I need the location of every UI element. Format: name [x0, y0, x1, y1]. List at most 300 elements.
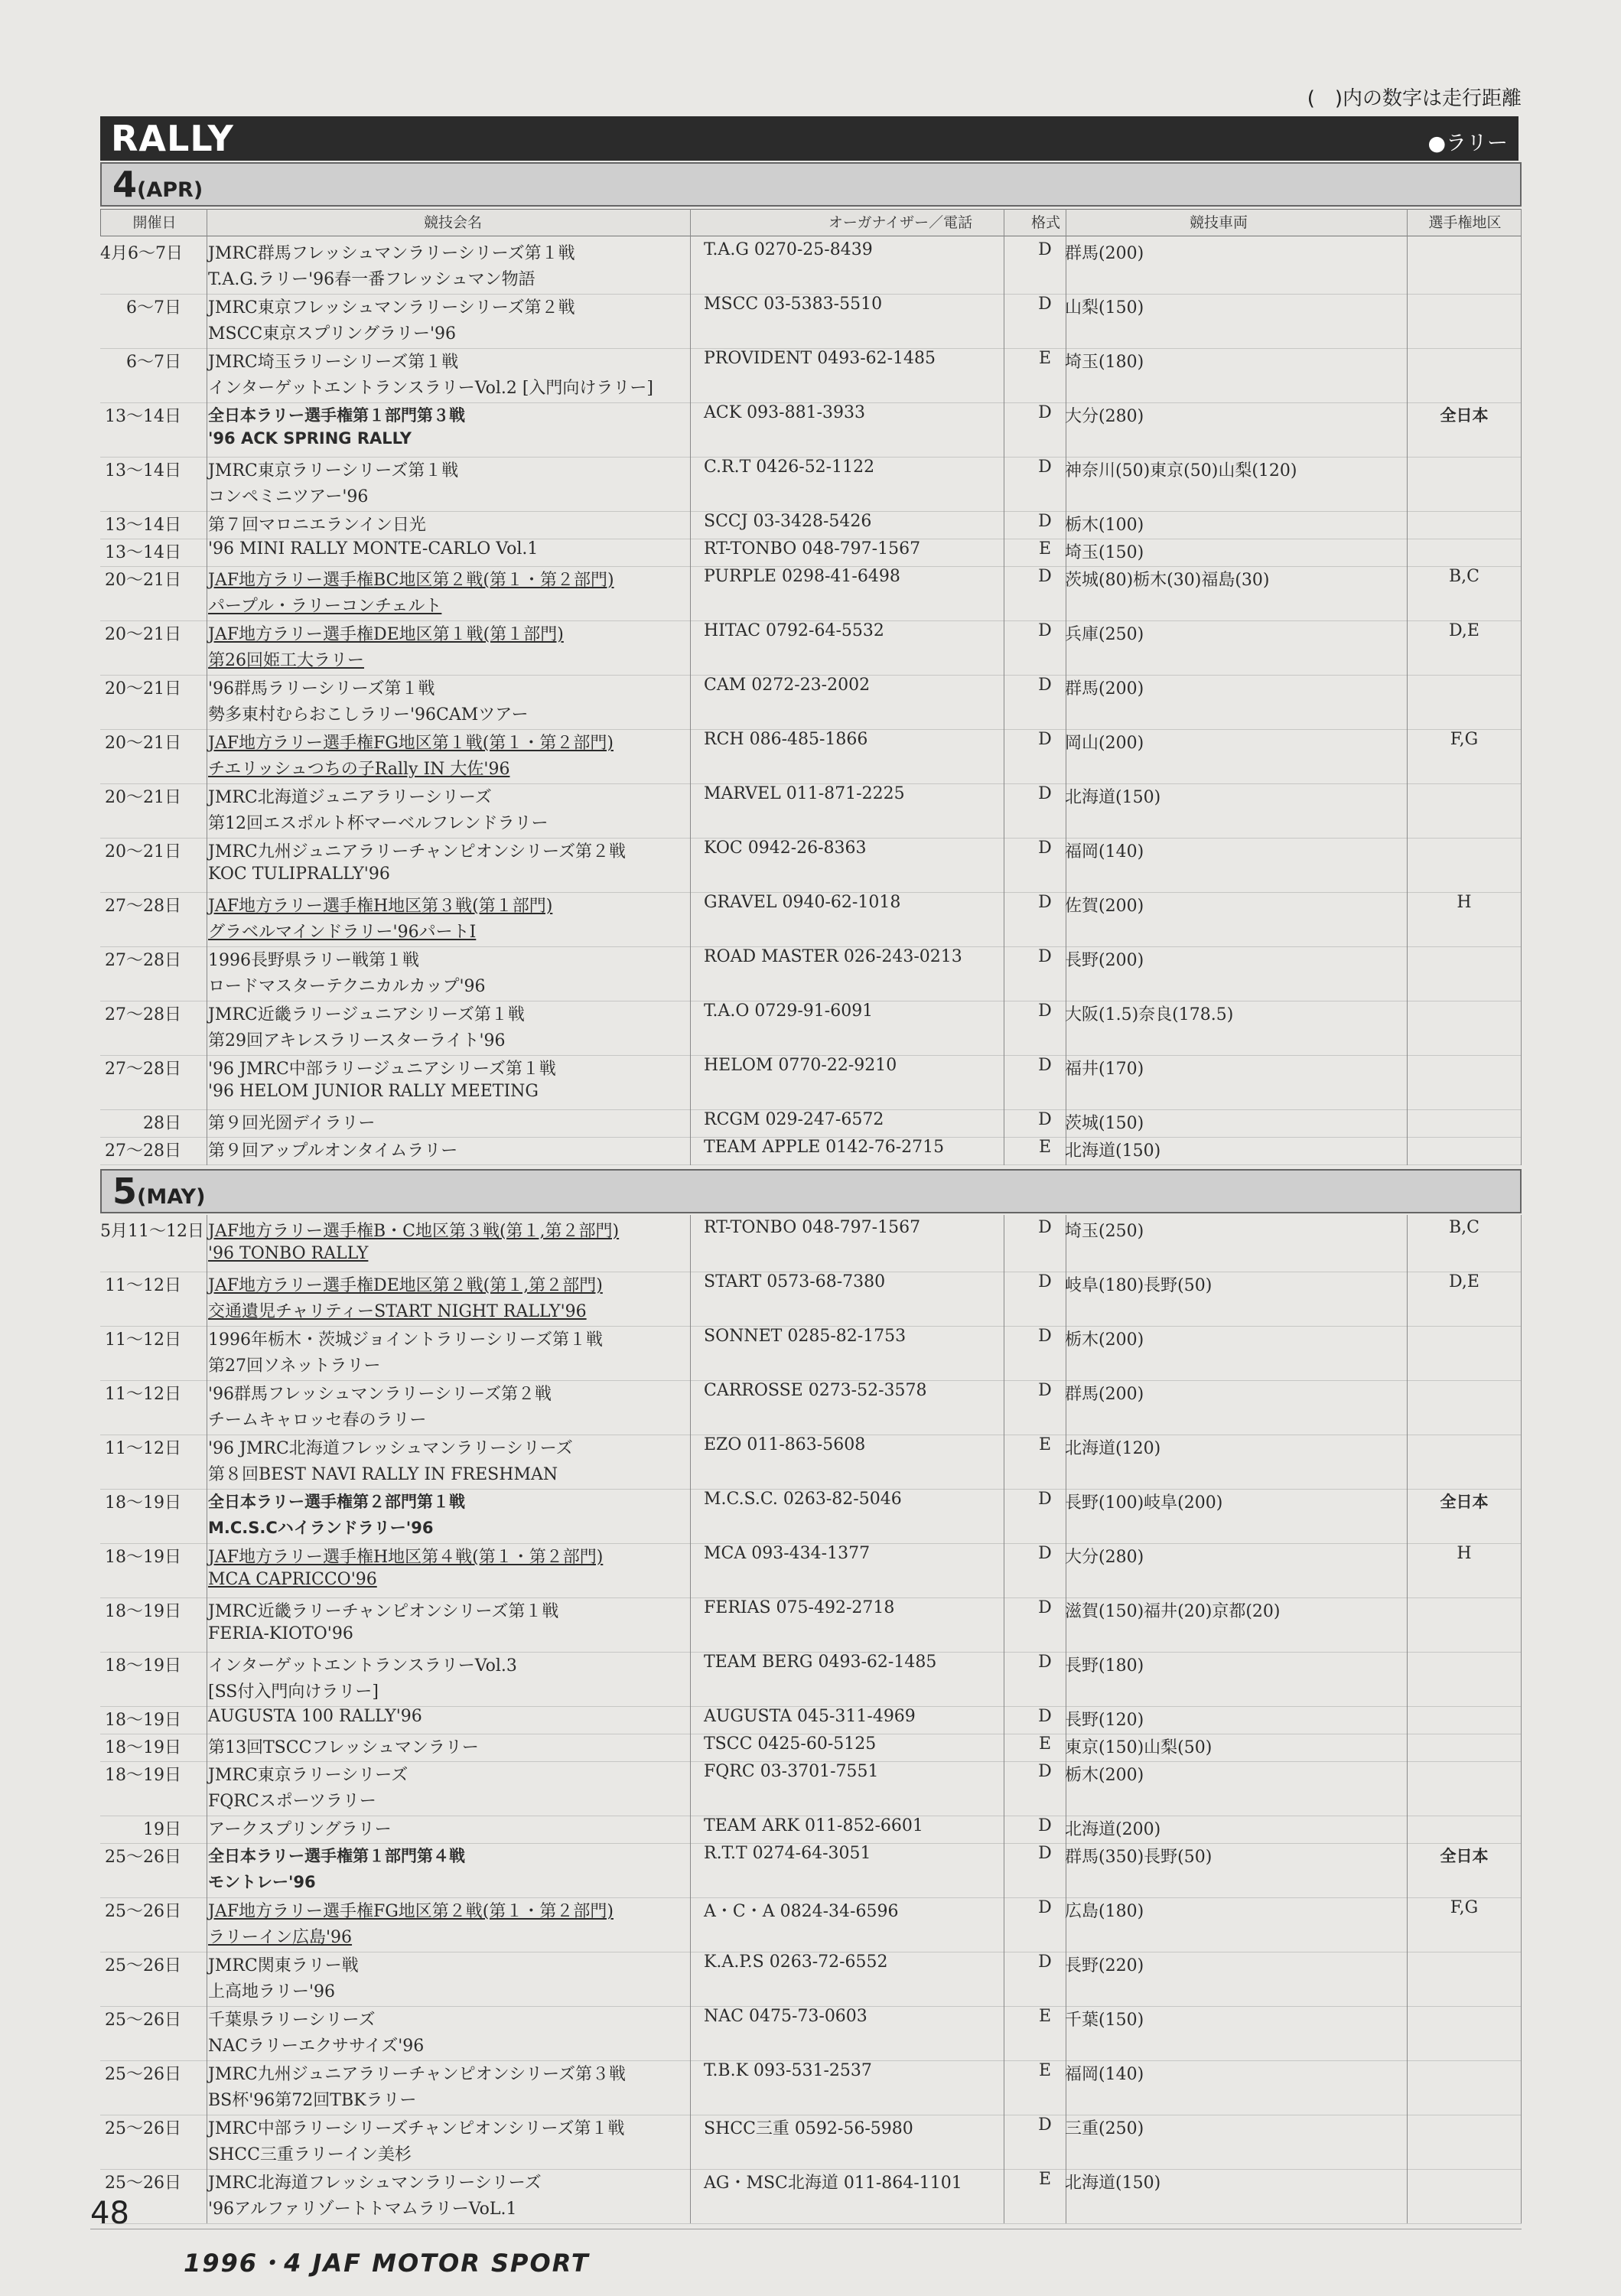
- event-region-distance: 兵庫(250): [1065, 625, 1144, 644]
- event-date: 18〜19日: [105, 1493, 181, 1513]
- event-format: D: [1038, 1381, 1052, 1400]
- organizer-phone: AG・MSC北海道 011-864-1101: [704, 2174, 962, 2193]
- event-name: '96 JMRC中部ラリージュニアシリーズ第１戦: [208, 1060, 556, 1079]
- event-region-distance: 大分(280): [1065, 1548, 1144, 1567]
- event-format: D: [1038, 947, 1052, 966]
- event-subtitle: '96 TONBO RALLY: [208, 1244, 369, 1263]
- event-subtitle: [SS付入門向けラリー]: [208, 1682, 379, 1702]
- event-date: 13〜14日: [105, 543, 181, 562]
- event-region-distance: 群馬(200): [1065, 244, 1144, 263]
- table-row: [100, 2115, 1522, 2170]
- header-zone: 選手権地区: [1428, 214, 1502, 231]
- event-format: D: [1038, 621, 1052, 640]
- event-region-distance: 東京(150)山梨(50): [1065, 1738, 1212, 1757]
- event-subtitle: '96 HELOM JUNIOR RALLY MEETING: [208, 1082, 539, 1101]
- organizer-phone: ACK 093-881-3933: [704, 403, 865, 422]
- table-row: [100, 1952, 1522, 2007]
- table-row: [100, 1138, 1522, 1165]
- event-name: JAF地方ラリー選手権BC地区第２戦(第１・第２部門): [208, 571, 614, 590]
- event-name: 第９回アップルオンタイムラリー: [208, 1141, 458, 1161]
- event-format: D: [1038, 1844, 1052, 1863]
- event-name: JMRC東京フレッシュマンラリーシリーズ第２戦: [208, 298, 575, 318]
- section-title: RALLY: [111, 118, 234, 159]
- event-format: D: [1038, 1218, 1052, 1237]
- event-subtitle: MSCC東京スプリングラリー'96: [208, 324, 456, 344]
- event-format: D: [1038, 1001, 1052, 1021]
- table-row: [100, 567, 1522, 621]
- table-row: [100, 1001, 1522, 1056]
- event-name: 第９回光圀デイラリー: [208, 1114, 376, 1133]
- organizer-phone: CAM 0272-23-2002: [704, 676, 871, 695]
- event-date: 13〜14日: [105, 516, 181, 535]
- section-label: ●ラリー: [1427, 132, 1508, 155]
- organizer-phone: C.R.T 0426-52-1122: [704, 458, 875, 477]
- event-name: JMRC北海道フレッシュマンラリーシリーズ: [208, 2174, 542, 2193]
- event-region-distance: 埼玉(250): [1065, 1222, 1144, 1241]
- organizer-phone: KOC 0942-26-8363: [704, 839, 867, 858]
- organizer-phone: MARVEL 011-871-2225: [704, 784, 905, 803]
- event-region-distance: 長野(100)岐阜(200): [1065, 1493, 1223, 1513]
- table-row: [100, 458, 1522, 512]
- event-region-distance: 茨城(80)栃木(30)福島(30): [1065, 571, 1270, 590]
- month-abbr: (MAY): [137, 1185, 206, 1209]
- organizer-phone: NAC 0475-73-0603: [704, 2007, 867, 2026]
- event-format: D: [1038, 295, 1052, 314]
- event-format: D: [1038, 784, 1052, 803]
- event-date: 11〜12日: [105, 1385, 181, 1404]
- event-name: 全日本ラリー選手権第１部門第４戦: [208, 1847, 465, 1865]
- event-format: E: [1038, 1435, 1052, 1454]
- event-region-distance: 群馬(350)長野(50): [1065, 1848, 1212, 1867]
- event-name: '96 MINI RALLY MONTE-CARLO Vol.1: [208, 539, 539, 559]
- table-row: [100, 1327, 1522, 1381]
- event-name: 1996長野県ラリー戦第１戦: [208, 951, 419, 970]
- event-subtitle: インターゲットエントランスラリーVol.2 [入門向けラリー]: [208, 379, 654, 398]
- event-format: D: [1038, 893, 1052, 912]
- header-date: 開催日: [132, 214, 177, 231]
- event-region-distance: 長野(220): [1065, 1956, 1144, 1975]
- row-separator: [100, 2223, 1522, 2224]
- event-format: E: [1038, 2170, 1052, 2189]
- event-region-distance: 長野(200): [1065, 951, 1144, 970]
- event-name: JMRC関東ラリー戦: [208, 1956, 359, 1975]
- event-subtitle: FERIA-KIOTO'96: [208, 1624, 353, 1643]
- organizer-phone: MCA 093-434-1377: [704, 1544, 871, 1563]
- event-date: 5月11〜12日: [100, 1222, 204, 1241]
- event-region-distance: 栃木(100): [1065, 516, 1144, 535]
- organizer-phone: TEAM ARK 011-852-6601: [704, 1816, 923, 1835]
- event-region-distance: 千葉(150): [1065, 2011, 1144, 2030]
- event-region-distance: 広島(180): [1065, 1902, 1144, 1921]
- event-format: D: [1038, 2115, 1052, 2135]
- month-april-title: [112, 164, 203, 205]
- event-subtitle: ロードマスターテクニカルカップ'96: [208, 977, 486, 996]
- event-subtitle: '96 ACK SPRING RALLY: [208, 429, 412, 448]
- table-row: [100, 2061, 1522, 2115]
- table-row: [100, 403, 1522, 458]
- championship-zone: H: [1457, 893, 1472, 912]
- event-region-distance: 大阪(1.5)奈良(178.5): [1065, 1005, 1234, 1024]
- organizer-phone: PROVIDENT 0493-62-1485: [704, 349, 936, 368]
- event-region-distance: 神奈川(50)東京(50)山梨(120): [1065, 461, 1297, 480]
- table-row: [100, 676, 1522, 730]
- distance-note: ( )内の数字は走行距離: [1307, 87, 1522, 110]
- event-subtitle: BS杯'96第72回TBKラリー: [208, 2091, 417, 2110]
- event-region-distance: 長野(120): [1065, 1711, 1144, 1730]
- event-name: JMRC群馬フレッシュマンラリーシリーズ第１戦: [208, 244, 575, 263]
- organizer-phone: RCGM 029-247-6572: [704, 1110, 884, 1129]
- event-name: JAF地方ラリー選手権H地区第４戦(第１・第２部門): [208, 1548, 604, 1567]
- table-row: [100, 893, 1522, 947]
- event-subtitle: T.A.G.ラリー'96春一番フレッシュマン物語: [208, 270, 535, 289]
- event-date: 20〜21日: [105, 788, 181, 807]
- event-format: D: [1038, 1110, 1052, 1129]
- event-format: D: [1038, 1544, 1052, 1563]
- table-row: [100, 1218, 1522, 1272]
- event-format: D: [1038, 1598, 1052, 1617]
- event-region-distance: 岡山(200): [1065, 734, 1144, 753]
- row-separator: [100, 1164, 1522, 1165]
- organizer-phone: T.B.K 093-531-2537: [704, 2061, 872, 2080]
- organizer-phone: AUGUSTA 045-311-4969: [704, 1707, 916, 1726]
- event-region-distance: 北海道(150): [1065, 788, 1161, 807]
- event-format: D: [1038, 730, 1052, 749]
- organizer-phone: GRAVEL 0940-62-1018: [704, 893, 901, 912]
- championship-zone: B,C: [1449, 1218, 1479, 1237]
- event-date: 6〜7日: [126, 353, 181, 372]
- event-format: D: [1038, 1898, 1052, 1917]
- event-region-distance: 北海道(120): [1065, 1439, 1161, 1458]
- event-date: 20〜21日: [105, 734, 181, 753]
- event-date: 11〜12日: [105, 1439, 181, 1458]
- event-format: E: [1038, 1138, 1052, 1157]
- organizer-phone: EZO 011-863-5608: [704, 1435, 866, 1454]
- organizer-phone: HITAC 0792-64-5532: [704, 621, 884, 640]
- event-region-distance: 福井(170): [1065, 1060, 1144, 1079]
- table-row: [100, 1435, 1522, 1490]
- event-region-distance: 栃木(200): [1065, 1766, 1144, 1785]
- organizer-phone: ROAD MASTER 026-243-0213: [704, 947, 962, 966]
- championship-zone: 全日本: [1440, 406, 1489, 425]
- event-name: 1996年栃木・茨城ジョイントラリーシリーズ第１戦: [208, 1330, 604, 1350]
- table-row: [100, 1844, 1522, 1898]
- organizer-phone: A・C・A 0824-34-6596: [704, 1902, 899, 1921]
- event-subtitle: 上高地ラリー'96: [208, 1982, 336, 2001]
- event-name: '96 JMRC北海道フレッシュマンラリーシリーズ: [208, 1439, 573, 1458]
- event-date: 19日: [143, 1820, 181, 1839]
- event-subtitle: FQRCスポーツラリー: [208, 1792, 376, 1811]
- event-name: JMRC東京ラリーシリーズ: [208, 1766, 409, 1785]
- organizer-phone: MSCC 03-5383-5510: [704, 295, 883, 314]
- event-region-distance: 福岡(140): [1065, 2065, 1144, 2084]
- event-region-distance: 埼玉(150): [1065, 543, 1144, 562]
- event-name: 全日本ラリー選手権第２部門第１戦: [208, 1493, 465, 1511]
- organizer-phone: FERIAS 075-492-2718: [704, 1598, 895, 1617]
- event-date: 18〜19日: [105, 1711, 181, 1730]
- organizer-phone: R.T.T 0274-64-3051: [704, 1844, 871, 1863]
- event-region-distance: 三重(250): [1065, 2119, 1144, 2138]
- event-region-distance: 群馬(200): [1065, 679, 1144, 699]
- event-region-distance: 茨城(150): [1065, 1114, 1144, 1133]
- event-format: D: [1038, 1816, 1052, 1835]
- event-date: 25〜26日: [105, 2011, 181, 2030]
- event-date: 25〜26日: [105, 2119, 181, 2138]
- event-format: E: [1038, 1734, 1052, 1754]
- event-format: D: [1038, 458, 1052, 477]
- event-date: 20〜21日: [105, 625, 181, 644]
- event-date: 27〜28日: [105, 897, 181, 916]
- event-region-distance: 北海道(150): [1065, 1141, 1161, 1161]
- organizer-phone: RT-TONBO 048-797-1567: [704, 539, 921, 559]
- event-region-distance: 佐賀(200): [1065, 897, 1144, 916]
- organizer-phone: TSCC 0425-60-5125: [704, 1734, 877, 1754]
- event-name: 第13回TSCCフレッシュマンラリー: [208, 1738, 479, 1757]
- event-name: '96群馬ラリーシリーズ第１戦: [208, 679, 435, 699]
- event-region-distance: 滋賀(150)福井(20)京都(20): [1065, 1602, 1281, 1621]
- event-subtitle: 第27回ソネットラリー: [208, 1356, 381, 1376]
- event-format: D: [1038, 1056, 1052, 1075]
- event-format: D: [1038, 1762, 1052, 1781]
- event-format: D: [1038, 567, 1052, 586]
- event-name: JMRC中部ラリーシリーズチャンピオンシリーズ第１戦: [208, 2119, 625, 2138]
- event-date: 18〜19日: [105, 1656, 181, 1676]
- event-name: JMRC九州ジュニアラリーチャンピオンシリーズ第２戦: [208, 842, 626, 861]
- event-format: D: [1038, 1952, 1052, 1972]
- header-format: 格式: [1030, 214, 1060, 231]
- event-format: D: [1038, 1707, 1052, 1726]
- event-subtitle: ラリーイン広島'96: [208, 1928, 353, 1947]
- event-region-distance: 栃木(200): [1065, 1330, 1144, 1350]
- organizer-phone: K.A.P.S 0263-72-6552: [704, 1952, 888, 1972]
- organizer-phone: TEAM APPLE 0142-76-2715: [704, 1138, 945, 1157]
- event-date: 27〜28日: [105, 1141, 181, 1161]
- event-subtitle: 勢多東村むらおこしラリー'96CAMツアー: [208, 705, 529, 725]
- event-subtitle: SHCC三重ラリーイン美杉: [208, 2145, 412, 2164]
- organizer-phone: CARROSSE 0273-52-3578: [704, 1381, 927, 1400]
- event-subtitle: NACラリーエクササイズ'96: [208, 2037, 425, 2056]
- event-subtitle: モントレー'96: [208, 1873, 316, 1891]
- event-name: JMRC埼玉ラリーシリーズ第１戦: [208, 353, 459, 372]
- event-subtitle: コンペミニツアー'96: [208, 487, 369, 506]
- event-format: D: [1038, 676, 1052, 695]
- event-subtitle: 交通遺児チャリティーSTART NIGHT RALLY'96: [208, 1302, 587, 1321]
- table-row: [100, 1707, 1522, 1734]
- event-format: E: [1038, 2061, 1052, 2080]
- table-row: [100, 2170, 1522, 2224]
- month-may-bar: [100, 1169, 1522, 1213]
- event-format: D: [1038, 1272, 1052, 1291]
- event-region-distance: 岐阜(180)長野(50): [1065, 1276, 1212, 1295]
- table-row: [100, 1898, 1522, 1952]
- table-row: [100, 730, 1522, 784]
- event-name: JAF地方ラリー選手権FG地区第１戦(第１・第２部門): [208, 734, 614, 753]
- event-region-distance: 福岡(140): [1065, 842, 1144, 861]
- table-row: [100, 1598, 1522, 1653]
- event-subtitle: チエリッシュつちの子Rally IN 大佐'96: [208, 760, 510, 779]
- event-subtitle: KOC TULIPRALLY'96: [208, 865, 390, 884]
- event-subtitle: 第12回エスポルト杯マーベルフレンドラリー: [208, 814, 548, 833]
- event-format: D: [1038, 1653, 1052, 1672]
- event-format: D: [1038, 1490, 1052, 1509]
- header-organizer: オーガナイザー／電話: [828, 214, 973, 231]
- event-date: 11〜12日: [105, 1276, 181, 1295]
- table-row: [100, 240, 1522, 295]
- event-name: JAF地方ラリー選手権H地区第３戦(第１部門): [208, 897, 553, 916]
- organizer-phone: PURPLE 0298-41-6498: [704, 567, 900, 586]
- organizer-phone: RCH 086-485-1866: [704, 730, 868, 749]
- event-name: 全日本ラリー選手権第１部門第３戦: [208, 406, 465, 425]
- header-event: 競技会名: [423, 214, 482, 231]
- event-format: D: [1038, 839, 1052, 858]
- event-date: 25〜26日: [105, 2065, 181, 2084]
- event-name: アークスプリングラリー: [208, 1820, 392, 1839]
- event-name: JMRC北海道ジュニアラリーシリーズ: [208, 788, 492, 807]
- event-region-distance: 群馬(200): [1065, 1385, 1144, 1404]
- table-row: [100, 295, 1522, 349]
- table-row: [100, 539, 1522, 567]
- section-bar: [100, 116, 1518, 161]
- championship-zone: H: [1457, 1544, 1472, 1563]
- event-date: 13〜14日: [105, 461, 181, 480]
- organizer-phone: TEAM BERG 0493-62-1485: [704, 1653, 937, 1672]
- event-date: 25〜26日: [105, 1902, 181, 1921]
- table-row: [100, 1272, 1522, 1327]
- table-row: [100, 784, 1522, 839]
- organizer-phone: T.A.O 0729-91-6091: [704, 1001, 874, 1021]
- table-row: [100, 1381, 1522, 1435]
- event-date: 25〜26日: [105, 1956, 181, 1975]
- event-name: インターゲットエントランスラリーVol.3: [208, 1656, 517, 1676]
- event-subtitle: パープル・ラリーコンチェルト: [208, 597, 442, 616]
- event-region-distance: 大分(280): [1065, 407, 1144, 426]
- championship-zone: B,C: [1449, 567, 1479, 586]
- organizer-phone: SONNET 0285-82-1753: [704, 1327, 907, 1346]
- event-subtitle: 第26回姫工大ラリー: [208, 651, 364, 670]
- organizer-phone: RT-TONBO 048-797-1567: [704, 1218, 921, 1237]
- championship-zone: 全日本: [1440, 1847, 1489, 1865]
- event-format: D: [1038, 1327, 1052, 1346]
- event-format: D: [1038, 403, 1052, 422]
- event-date: 20〜21日: [105, 571, 181, 590]
- event-date: 20〜21日: [105, 842, 181, 861]
- event-format: E: [1038, 2007, 1052, 2026]
- page-number: 48: [90, 2196, 129, 2231]
- event-name: 千葉県ラリーシリーズ: [208, 2011, 376, 2030]
- event-format: D: [1038, 512, 1052, 531]
- event-date: 18〜19日: [105, 1548, 181, 1567]
- championship-zone: D,E: [1449, 621, 1479, 640]
- event-date: 13〜14日: [105, 407, 181, 426]
- event-date: 20〜21日: [105, 679, 181, 699]
- championship-zone: F,G: [1450, 730, 1479, 749]
- event-name: JMRC九州ジュニアラリーチャンピオンシリーズ第３戦: [208, 2065, 626, 2084]
- magazine-issue: 1996・4 JAF MOTOR SPORT: [184, 2249, 590, 2278]
- organizer-phone: START 0573-68-7380: [704, 1272, 886, 1291]
- event-name: '96群馬フレッシュマンラリーシリーズ第２戦: [208, 1385, 552, 1404]
- event-subtitle: グラベルマインドラリー'96パートⅠ: [208, 923, 477, 942]
- month-number: 5: [112, 1171, 138, 1212]
- table-row: [100, 1762, 1522, 1816]
- month-abbr: (APR): [137, 178, 203, 202]
- table-row: [100, 1544, 1522, 1598]
- organizer-phone: FQRC 03-3701-7551: [704, 1762, 879, 1781]
- organizer-phone: M.C.S.C. 0263-82-5046: [704, 1490, 902, 1509]
- event-name: JMRC近畿ラリージュニアシリーズ第１戦: [208, 1005, 525, 1024]
- event-subtitle: '96アルファリゾートトマムラリーVoL.1: [208, 2200, 517, 2219]
- table-row: [100, 512, 1522, 539]
- month-may-title: [112, 1171, 205, 1212]
- event-date: 27〜28日: [105, 1060, 181, 1079]
- event-name: JAF地方ラリー選手権B・C地区第３戦(第１,第２部門): [208, 1222, 620, 1241]
- event-name: JMRC近畿ラリーチャンピオンシリーズ第１戦: [208, 1602, 559, 1621]
- event-name: JMRC東京ラリーシリーズ第１戦: [208, 461, 459, 480]
- event-date: 11〜12日: [105, 1330, 181, 1350]
- table-row: [100, 1056, 1522, 1110]
- event-date: 18〜19日: [105, 1738, 181, 1757]
- event-format: D: [1038, 240, 1052, 259]
- month-april-bar: [100, 162, 1522, 207]
- event-name: JAF地方ラリー選手権FG地区第２戦(第１・第２部門): [208, 1902, 614, 1921]
- event-date: 28日: [143, 1114, 181, 1133]
- event-subtitle: チームキャロッセ春のラリー: [208, 1411, 427, 1430]
- table-row: [100, 621, 1522, 676]
- event-date: 25〜26日: [105, 2174, 181, 2193]
- championship-zone: F,G: [1450, 1898, 1479, 1917]
- event-region-distance: 埼玉(180): [1065, 353, 1144, 372]
- event-name: JAF地方ラリー選手権DE地区第２戦(第１,第２部門): [208, 1276, 603, 1295]
- event-subtitle: MCA CAPRICCO'96: [208, 1570, 377, 1589]
- organizer-phone: HELOM 0770-22-9210: [704, 1056, 897, 1075]
- event-subtitle: M.C.S.Cハイランドラリー'96: [208, 1519, 434, 1537]
- table-row: [100, 1816, 1522, 1844]
- table-header: [100, 209, 1522, 236]
- event-date: 18〜19日: [105, 1602, 181, 1621]
- event-date: 4月6〜7日: [100, 244, 183, 263]
- organizer-phone: T.A.G 0270-25-8439: [704, 240, 873, 259]
- table-row: [100, 349, 1522, 403]
- table-row: [100, 1110, 1522, 1138]
- event-name: 第７回マロニエランイン日光: [208, 516, 426, 535]
- table-row: [100, 1653, 1522, 1707]
- event-date: 27〜28日: [105, 951, 181, 970]
- event-subtitle: 第29回アキレスラリースターライト'96: [208, 1031, 506, 1050]
- championship-zone: 全日本: [1440, 1493, 1489, 1511]
- event-region-distance: 長野(180): [1065, 1656, 1144, 1676]
- month-number: 4: [112, 164, 138, 205]
- table-row: [100, 2007, 1522, 2061]
- event-region-distance: 北海道(150): [1065, 2174, 1161, 2193]
- organizer-phone: SHCC三重 0592-56-5980: [704, 2119, 913, 2138]
- table-row: [100, 1734, 1522, 1762]
- table-row: [100, 839, 1522, 893]
- event-date: 6〜7日: [126, 298, 181, 318]
- event-name: AUGUSTA 100 RALLY'96: [208, 1707, 422, 1726]
- event-date: 18〜19日: [105, 1766, 181, 1785]
- event-name: JAF地方ラリー選手権DE地区第１戦(第１部門): [208, 625, 564, 644]
- championship-zone: D,E: [1449, 1272, 1479, 1291]
- event-subtitle: 第８回BEST NAVI RALLY IN FRESHMAN: [208, 1465, 558, 1484]
- header-vehicle: 競技車両: [1189, 214, 1248, 231]
- organizer-phone: SCCJ 03-3428-5426: [704, 512, 872, 531]
- event-region-distance: 山梨(150): [1065, 298, 1144, 318]
- event-region-distance: 北海道(200): [1065, 1820, 1161, 1839]
- event-date: 27〜28日: [105, 1005, 181, 1024]
- table-row: [100, 947, 1522, 1001]
- event-date: 25〜26日: [105, 1848, 181, 1867]
- event-format: E: [1038, 539, 1052, 559]
- table-row: [100, 1490, 1522, 1544]
- event-format: E: [1038, 349, 1052, 368]
